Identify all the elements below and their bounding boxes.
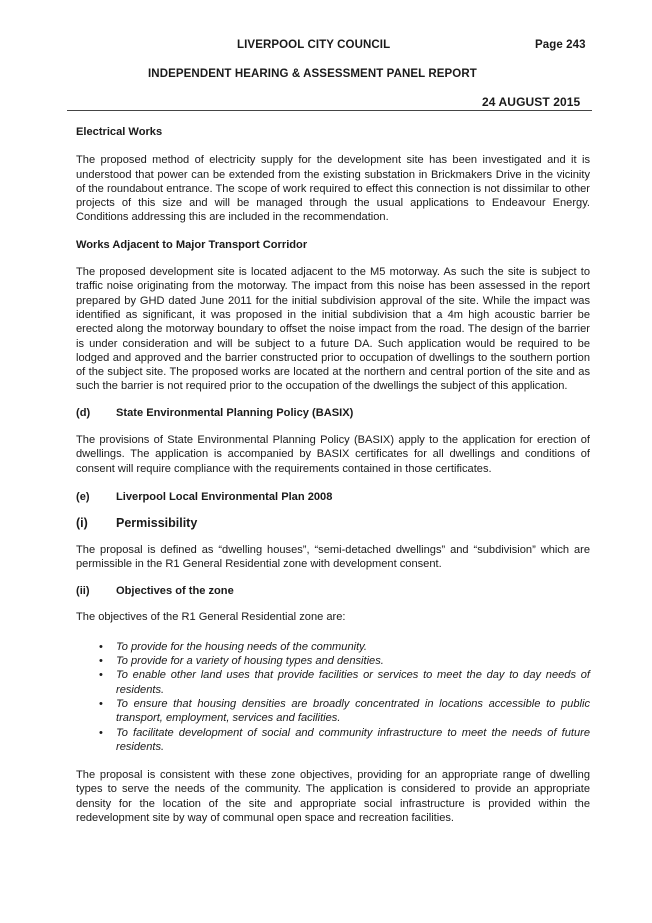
- lep-section-heading: [76, 490, 590, 504]
- bullet-icon: •: [99, 726, 103, 739]
- bullet-icon: •: [99, 697, 103, 710]
- header-report-title: INDEPENDENT HEARING & ASSESSMENT PANEL REPORT: [148, 68, 477, 80]
- list-item: • To enable other land uses that provide facilities or services to meet the day to day needs of residents.: [99, 669, 590, 696]
- objectives-title: Objectives of the zone: [116, 585, 234, 598]
- permissibility-heading: [76, 516, 590, 530]
- basix-paragraph: The provisions of State Environmental Planning Policy (BASIX) apply to the application for erection of dwellings. The application is accompanied by BASIX certificates for all dwellings and conditions of consent will require compliance with the requirements contained in those certificates.: [76, 434, 590, 475]
- basix-section-title: State Environmental Planning Policy (BASIX): [116, 406, 354, 419]
- objectives-intro: The objectives of the R1 General Residential zone are:: [76, 611, 346, 624]
- list-item: • To provide for a variety of housing types and densities.: [99, 655, 384, 668]
- objectives-conclusion: The proposal is consistent with these zone objectives, providing for an appropriate range of dwelling types to serve the needs of the community. The application is considered to provide an appropriate density for the location of the site and appropriate social infrastructure is provided within the redevelopment site by way of communal open space and recreation facilities.: [76, 769, 590, 824]
- permissibility-number: (i): [76, 516, 88, 531]
- list-item: • To provide for the housing needs of the community.: [99, 640, 367, 653]
- objectives-heading: [76, 584, 590, 598]
- basix-section-heading: [76, 406, 590, 420]
- list-item: • To ensure that housing densities are broadly concentrated in locations accessible to public transport, employment, services and facilities.: [99, 697, 590, 725]
- report-body: [76, 125, 590, 825]
- header-organisation: LIVERPOOL CITY COUNCIL: [237, 39, 391, 51]
- transport-corridor-paragraph: The proposed development site is located adjacent to the M5 motorway. As such the site is subject to traffic noise originating from the motorway. The impact from this noise has been assessed in the report prepared by GHD dated June 2011 for the initial subdivision approval of the site. While the impact was identified as significant, it was proposed in the initial subdivision that a 4m high acoustic barrier be erected along the motorway boundary to offset the noise impact from the road. The design of the barrier is under consideration and will be subject to a future DA. Such application would be required to be lodged and approved and the barrier constructed prior to occupation of dwellings to the southern portion of the subject site. The proposed works are located at the northern and central portion of the site and as such the barrier is not required prior to the occupation of the dwellings the subject of this application.: [76, 266, 590, 393]
- bullet-icon: •: [99, 640, 103, 653]
- electrical-works-heading: Electrical Works: [76, 126, 163, 138]
- permissibility-paragraph: The proposal is defined as “dwelling houses”, “semi-detached dwellings” and “subdivision” which are permissible in the R1 General Residential zone with development consent.: [76, 543, 590, 570]
- bullet-icon: •: [99, 669, 103, 682]
- header-page-number: Page 243: [535, 39, 586, 51]
- basix-section-number: (d): [76, 406, 91, 419]
- bullet-icon: •: [99, 655, 103, 668]
- permissibility-title: Permissibility: [116, 516, 198, 531]
- objectives-list: [76, 640, 590, 754]
- list-item: • To facilitate development of social and community infrastructure to meet the needs of future residents.: [99, 726, 590, 753]
- electrical-works-paragraph: The proposed method of electricity supply for the development site has been investigated and it is understood that power can be extended from the existing substation in Brickmakers Drive in the vicinity of the roundabout entrance. The scope of work required to effect this connection is not dissimilar to other projects of this size and will be managed through the usual applications to Endeavour Energy. Conditions addressing this are included in the recommendation.: [76, 154, 590, 224]
- header-divider: [67, 110, 592, 111]
- header-date: 24 AUGUST 2015: [482, 95, 581, 109]
- objectives-number: (ii): [76, 585, 90, 598]
- transport-corridor-heading: Works Adjacent to Major Transport Corridor: [76, 238, 308, 251]
- lep-section-number: (e): [76, 490, 90, 503]
- lep-section-title: Liverpool Local Environmental Plan 2008: [116, 490, 333, 503]
